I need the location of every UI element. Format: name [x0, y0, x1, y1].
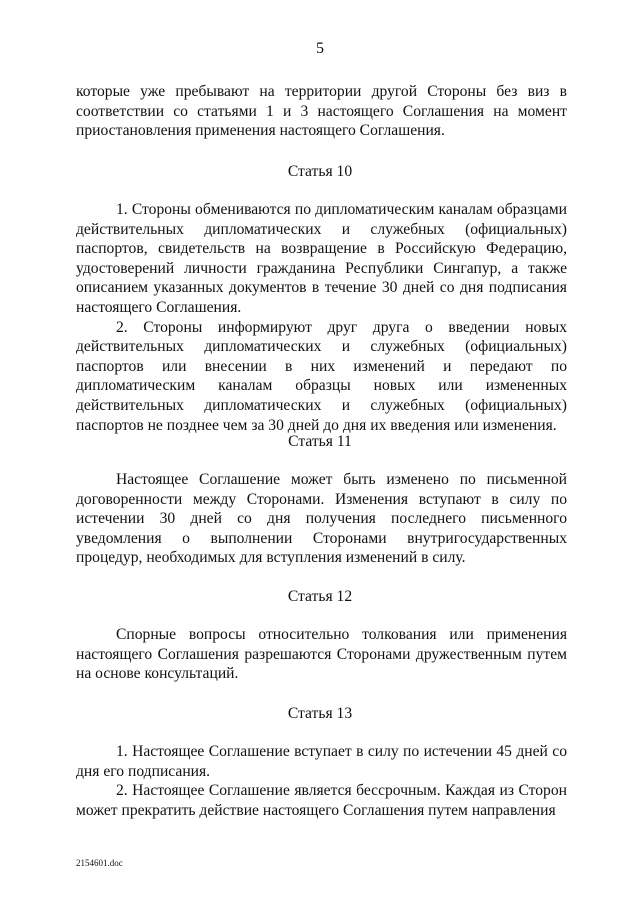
- document-filename: 2154601.doc: [76, 858, 123, 868]
- article-11-heading: Статья 11: [288, 433, 352, 450]
- article-13-heading: Статья 13: [287, 705, 353, 722]
- article-13-paragraph-1: 1. Настоящее Соглашение вступает в силу по истечении 45 дней со дня его подписания.: [76, 743, 567, 780]
- article-10-heading: Статья 10: [287, 163, 353, 180]
- intro-text: [76, 82, 567, 141]
- article-10-paragraph-2: 2. Стороны информируют друг друга о введении новых действительных дипломатических и служебных (официальных) паспортов или внесении в них изменений и передают по дипломатическим каналам образцы новых или измененных действительных дипломатических и служебных (официальных) паспортов не позднее чем за 30 дней до дня их введения или изменения.: [76, 318, 567, 434]
- intro-paragraph: которые уже пребывают на территории другой Стороны без виз в соответствии со статьями 1 и 3 настоящего Соглашения на момент приостановления применения настоящего Соглашения.: [76, 83, 567, 140]
- article-13-body: [76, 742, 567, 820]
- article-13-paragraph-2: 2. Настоящее Соглашение является бессрочным. Каждая из Сторон может прекратить действие настоящего Соглашения путем направления: [76, 782, 567, 819]
- article-11-paragraph-1: Настоящее Соглашение может быть изменено по письменной договоренности между Сторонами. Изменения вступают в силу по истечении 30 дней со дня получения последнего письменного уведомления о выполнении Сторонами внутригосударственных процедур, необходимых для вступления изменений в силу.: [76, 471, 567, 567]
- article-11-body: [76, 470, 567, 568]
- article-12-heading: Статья 12: [287, 588, 353, 605]
- article-12-body: [76, 625, 567, 684]
- page-number: 5: [316, 40, 324, 57]
- article-10-paragraph-1: 1. Стороны обмениваются по дипломатическим каналам образцами действительных дипломатических и служебных (официальных) паспортов, свидетельств на возвращение в Российскую Федерацию, удостоверений личности гражданина Республики Сингапур, а также описанием указанных документов в течение 30 дней со дня подписания настоящего Соглашения.: [76, 201, 567, 316]
- article-10-body: [76, 200, 567, 435]
- article-12-paragraph-1: Спорные вопросы относительно толкования или применения настоящего Соглашения разрешаются Сторонами дружественным путем на основе консультаций.: [76, 626, 567, 683]
